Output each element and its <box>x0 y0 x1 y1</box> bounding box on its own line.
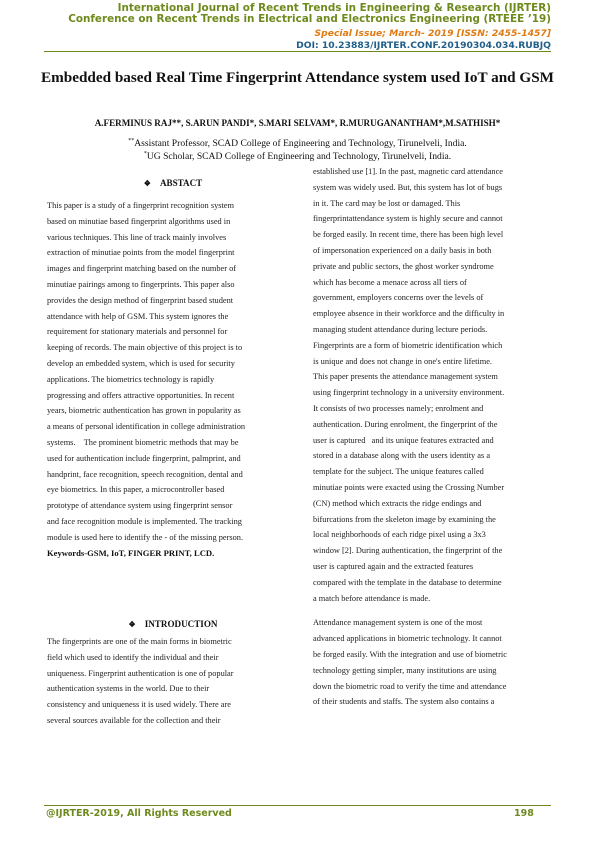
diamond-bullet-icon: ❖ <box>128 620 136 629</box>
diamond-bullet-icon: ❖ <box>143 179 151 188</box>
text-line: progressing and offers attractive opportunities. In recent <box>47 390 235 400</box>
text-line: Attendance management system is one of the most <box>313 618 483 628</box>
text-line: applications. The biometrics technology is rapidly <box>47 374 215 384</box>
text-line: managing student attendance during lecture periods. <box>313 324 488 334</box>
text-line: It consists of two processes namely; enrolment and <box>313 403 484 413</box>
journal-name: International Journal of Recent Trends in Engineering & Research (IJRTER) <box>117 2 551 14</box>
text-line: provides the design method of fingerprint based student <box>47 295 234 305</box>
text-line: a match before attendance is made. <box>313 593 431 603</box>
text-line: consistency and uniqueness it is used widely. There are <box>47 700 231 710</box>
text-line: requirement for stationary materials and personnel for <box>47 327 228 337</box>
right-column-body <box>313 164 549 710</box>
text-line: in it. The card may be lost or damaged. This <box>313 198 461 208</box>
paper-title: Embedded based Real Time Fingerprint Attendance system used IoT and GSM <box>40 69 555 86</box>
text-line: Fingerprints are a form of biometric identification which <box>313 340 503 350</box>
affiliation-text: Assistant Professor, SCAD College of Engineering and Technology, Tirunelveli, India. <box>134 138 467 149</box>
text-line: prototype of attendance system using fingerprint sensor <box>47 501 233 511</box>
text-line: window [2]. During authentication, the fingerprint of the <box>313 546 503 556</box>
footer-divider <box>44 805 551 806</box>
author-list: A.FERMINUS RAJ**, S.ARUN PANDI*, S.MARI SELVAM*, R.MURUGANANTHAM*,M.SATHISH* <box>94 118 501 128</box>
text-line: based on minutiae based fingerprint algorithms used in <box>47 216 231 226</box>
doi[interactable]: DOI: 10.23883/IJRTER.CONF.20190304.034.RUBJQ <box>296 40 551 51</box>
page-number: 198 <box>514 808 534 819</box>
abstract-body <box>47 198 299 561</box>
text-line: technology getting simpler, many institutions are using <box>313 665 497 675</box>
text-line: a means of personal identification in college administration <box>47 422 246 432</box>
text-line: system was widely used. But, this system has lot of bugs <box>313 182 503 192</box>
text-line: is unique and does not change in one's entire lifetime. <box>313 356 492 366</box>
abstract-heading-text: ABSTACT <box>159 178 203 188</box>
text-line: authentication. During enrolment, the fingerprint of the <box>313 419 498 429</box>
text-line: bifurcations from the skeleton image by examining the <box>313 514 496 524</box>
text-line: stored in a database along with the users identity as a <box>313 451 491 461</box>
text-line: be forged easily. In recent time, there has been high level <box>313 230 504 240</box>
text-line: eye biometrics. In this paper, a microcontroller based <box>47 485 225 495</box>
keywords: Keywords-GSM, IoT, FINGER PRINT, LCD. <box>47 547 215 558</box>
text-line: keeping of records. The main objective of this project is to <box>47 343 243 353</box>
introduction-body <box>47 634 299 729</box>
introduction-heading <box>47 619 299 629</box>
text-line: module is used here to identify the - of the missing person. <box>47 532 244 542</box>
text-line: employee absence in their workforce and the difficulty in <box>313 309 505 319</box>
text-line: used for authentication include fingerprint, palmprint, and <box>47 453 241 463</box>
text-line: uniqueness. Fingerprint authentication is one of popular <box>47 668 234 678</box>
text-line: develop an embedded system, which is used for security <box>47 358 235 368</box>
affiliation-mark: * <box>143 151 147 157</box>
text-line: several sources available for the collection and their <box>47 715 221 725</box>
affiliation-professor <box>30 138 565 149</box>
text-line: minutiae points were exacted using the Crossing Number <box>313 482 505 492</box>
text-line: using fingerprint technology in a university environment. <box>313 388 505 398</box>
conference-name: Conference on Recent Trends in Electrical and Electronics Engineering (RTEEE ’19) <box>68 13 551 25</box>
header-divider <box>44 51 551 52</box>
abstract-heading <box>47 178 299 188</box>
introduction-heading-text: INTRODUCTION <box>144 619 218 629</box>
copyright-notice: @IJRTER-2019, All Rights Reserved <box>46 808 232 819</box>
text-line: local neighborhoods of each ridge pixel using a 3x3 <box>313 530 486 540</box>
text-line: compared with the template in the database to determine <box>313 577 502 587</box>
text-line: attendance with help of GSM. This system ignores the <box>47 311 229 321</box>
text-line: handprint, face recognition, speech recognition, dental and <box>47 469 243 479</box>
text-line: images and fingerprint matching based on the number of <box>47 264 237 274</box>
text-line: years, biometric authentication has grown in popularity as <box>47 406 241 416</box>
text-line: government, employers concerns over the levels of <box>313 293 484 303</box>
text-line: user is captured and its unique features extracted and <box>313 435 494 445</box>
text-line: authentication systems in the world. Due to their <box>47 684 210 694</box>
text-line: be forged easily. With the integration and use of biometric <box>313 649 507 659</box>
affiliation-scholar <box>30 151 565 162</box>
text-line: of their students and staffs. The system also contains a <box>313 697 495 707</box>
text-line: various techniques. This line of track mainly involves <box>47 232 227 242</box>
text-line: (CN) method which extracts the ridge endings and <box>313 498 482 508</box>
text-line: field which used to identify the individual and their <box>47 652 219 662</box>
text-line: of impersonation experienced on a daily basis in both <box>313 245 492 255</box>
text-line: and face recognition module is implemented. The tracking <box>47 516 242 526</box>
text-line: down the biometric road to verify the time and attendance <box>313 681 507 691</box>
text-line: extraction of minutiae points from the model fingerprint <box>47 248 235 258</box>
text-line: minutiae pairings among to fingerprints. This paper also <box>47 279 235 289</box>
paragraph-gap <box>313 606 549 615</box>
text-line: template for the subject. The unique features called <box>313 467 484 477</box>
affiliation-text: UG Scholar, SCAD College of Engineering and Technology, Tirunelveli, India. <box>146 151 452 162</box>
text-line: private and public sectors, the ghost worker syndrome <box>313 261 494 271</box>
affiliation-mark: ** <box>128 138 135 144</box>
text-line: advanced applications in biometric technology. It cannot <box>313 634 502 644</box>
text-line: user is captured again and the extracted features <box>313 561 474 571</box>
text-line: This paper presents the attendance management system <box>313 372 498 382</box>
text-line: systems. The prominent biometric methods that may be <box>47 437 239 447</box>
text-line: established use [1]. In the past, magnetic card attendance <box>313 167 503 176</box>
text-line: fingerprintattendance system is highly secure and cannot <box>313 214 503 224</box>
issue-info: Special Issue; March- 2019 [ISSN: 2455-1457] <box>314 28 551 39</box>
text-line: which has become a menace across all tiers of <box>313 277 467 287</box>
text-line: This paper is a study of a fingerprint recognition system <box>47 201 234 210</box>
text-line: The fingerprints are one of the main forms in biometric <box>47 637 232 646</box>
